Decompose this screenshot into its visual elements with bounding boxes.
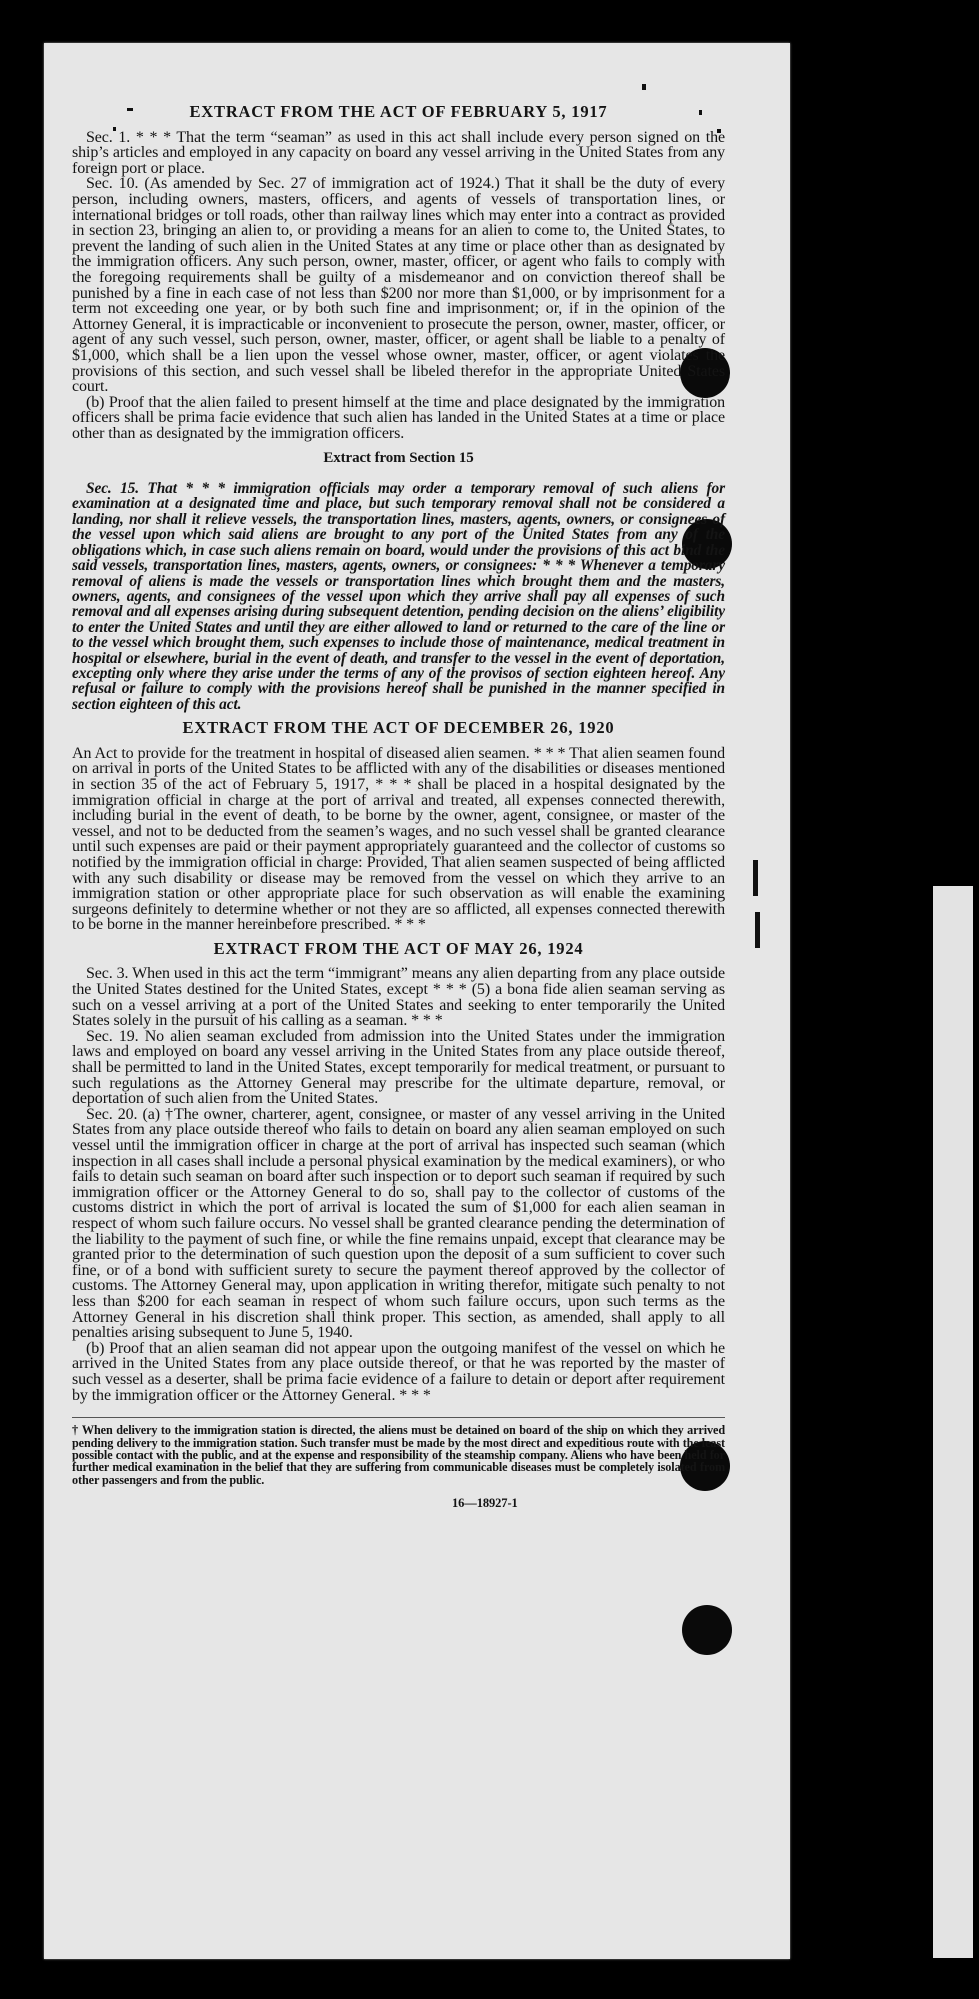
heading-act-1917: EXTRACT FROM THE ACT OF FEBRUARY 5, 1917 — [189, 102, 608, 121]
paragraph-sec-20a: Sec. 20. (a) †The owner, charterer, agent, consignee, or master of any vessel arriving in the United States from any place outside thereof who fails to detain on board any alien seaman employed on such vessel until the immigration officer in charge at the port of arrival has inspected such seaman (which inspection in all cases shall include a personal physical examination by the medical examiners), or who fails to detain such seaman on board after such inspection or to deport such seaman if required by such immigration officer or the Attorney General to do so, shall pay to the collector of customs of the customs district in which the port of arrival is located the sum of $1,000 for each alien seaman in respect of whom such failure occurs. No vessel shall be granted clearance pending the determination of the liability to the payment of such fine, or while the fine remains unpaid, except that clearance may be granted prior to the determination of such question upon the deposit of a sum sufficient to cover such fine, or of a bond with sufficient surety to secure the payment thereof approved by the collector of customs. The Attorney General may, upon application in writing therefor, mitigate such penalty to not less than $200 for each seaman in respect of whom such failure occurs, upon such terms as the Attorney General in his discretion shall think proper. This section, as amended, shall apply to all penalties arising subsequent to June 5, 1940. — [72, 1105, 725, 1342]
paragraph-sec-15: Sec. 15. That * * * immigration officials may order a temporary removal of such aliens for examination at a designated time and place, but such temporary removal shall not be considered a landing, nor shall it relieve vessels, the transportation lines, masters, agents, owners, or consignees of the vessel upon which said aliens are brought to any port of the United States from any of the obligations which, in case such aliens remain on board, would under the provisions of this act bind the said vessels, transportation lines, masters, agents, owners, or consignees: * * * Whenever a temporary removal of aliens is made the vessels or transportation lines which brought them and the masters, owners, agents, and consignees of the vessel upon which they arrive shall pay all expenses of such removal and all expenses arising during subsequent detention, pending decision on the aliens’ eligibility to enter the United States and until they are either allowed to land or returned to the care of the line or to the vessel which brought them, such expenses to include those of maintenance, medical treatment in hospital or elsewhere, burial in the event of death, and transfer to the vessel in the event of deportation, excepting only where they arise under the terms of any of the provisos of section eighteen hereof. Any refusal or failure to comply with the provisions hereof shall be punished in the manner specified in section eighteen of this act. — [72, 480, 725, 713]
paper-edge-strip — [933, 886, 973, 1958]
paragraph-sec-20b: (b) Proof that an alien seaman did not appear upon the outgoing manifest of the vessel on which he arrived in the United States from any place outside thereof, or that he was reported by the master of such vessel as a deserter, shall be prima facie evidence of a failure to detain or deport after requirement by the immigration officer or the Attorney General. * * * — [72, 1339, 725, 1404]
paragraph-sec-10: Sec. 10. (As amended by Sec. 27 of immigration act of 1924.) That it shall be the duty of every person, including owners, masters, officers, and agents of vessels of transportation lines, or international bridges or toll roads, other than railway lines which may enter into a contract as provided in section 23, bringing an alien to, or providing a means for an alien to come to, the United States, to prevent the landing of such alien in the United States at any time or place other than as designated by the immigration officers. Any such person, owner, master, officer, or agent who fails to comply with the foregoing requirements shall be guilty of a misdemeanor and on conviction thereof shall be punished by a fine in each case of not less than $200 nor more than $1,000, or by imprisonment for a term not exceeding one year, or by both such fine and imprisonment; or, if in the opinion of the Attorney General, it is impracticable or inconvenient to prosecute the person, owner, master, officer, or agent of any such vessel, such person, owner, master, officer, or agent shall be liable to a penalty of $1,000, which shall be a lien upon the vessel whose owner, master, officer, or agent violates the provisions of this section, and such vessel shall be libeled therefor in the appropriate United States court. — [72, 175, 725, 396]
speck — [642, 84, 646, 90]
paragraph-sec-1: Sec. 1. * * * That the term “seaman” as used in this act shall include every person signed on the ship’s articles and employed in any capacity on board any vessel arriving in the United States from any foreign port or place. — [72, 128, 725, 177]
paragraph-sec-10b: (b) Proof that the alien failed to present himself at the time and place designated by the immigration officers shall be prima facie evidence that such alien has landed in the United States at a time or place other than as designated by the immigration officers. — [72, 393, 725, 442]
punch-hole — [682, 1605, 732, 1655]
margin-bracket — [755, 912, 760, 948]
heading-section-15: Extract from Section 15 — [323, 450, 474, 467]
form-code: 16—18927-1 — [452, 1496, 518, 1511]
margin-bracket — [753, 860, 758, 896]
footnote: † When delivery to the immigration station is directed, the aliens must be detained on board of the ship on which they arrived pending delivery to the immigration station. Such transfer must be made by the most direct and expeditious route with the least possible contact with the public, and at the expense and responsibility of the steamship company. Aliens who have been held for further medical examination in the belief that they are suffering from communicable diseases must be completely isolated from other passengers and from the public. — [72, 1417, 725, 1486]
paragraph-sec-3: Sec. 3. When used in this act the term “immigrant” means any alien departing from any place outside the United States destined for the United States, except * * * (5) a bona fide alien seaman serving as such on a vessel arriving at a port of the United States and seeking to enter temporarily the United States solely in the pursuit of his calling as a seaman. * * * — [72, 965, 725, 1030]
document-body — [72, 96, 725, 1512]
paragraph-act-1920: An Act to provide for the treatment in hospital of diseased alien seamen. * * * That alien seamen found on arrival in ports of the United States to be afflicted with any of the disabilities or diseases mentioned in section 35 of the act of February 5, 1917, * * * shall be placed in a hospital designated by the immigration official in charge at the port of arrival and treated, all expenses connected therewith, including burial in the event of death, to be borne by the owner, agent, consignee, or master of the vessel, and not to be deducted from the seamen’s wages, and no such vessel shall be granted clearance until such expenses are paid or their payment appropriately guaranteed and the collector of customs so notified by the immigration official in charge: Provided, That alien seamen suspected of being afflicted with any such disability or disease may be removed from the vessel on which they arrive to an immigration station or other appropriate place for such observation as will enable the examining surgeons definitely to determine whether or not they are so afflicted, all expenses connected therewith to be borne in the manner hereinbefore prescribed. * * * — [72, 744, 725, 934]
paragraph-sec-19: Sec. 19. No alien seaman excluded from admission into the United States under the immigration laws and employed on board any vessel arriving in the United States from any place outside thereof, shall be permitted to land in the United States, except temporarily for medical treatment, or pursuant to such regulations as the Attorney General may prescribe for the ultimate departure, removal, or deportation of such alien from the United States. — [72, 1027, 725, 1108]
heading-act-1924: EXTRACT FROM THE ACT OF MAY 26, 1924 — [213, 938, 584, 958]
heading-act-1920: EXTRACT FROM THE ACT OF DECEMBER 26, 1920 — [182, 718, 615, 738]
